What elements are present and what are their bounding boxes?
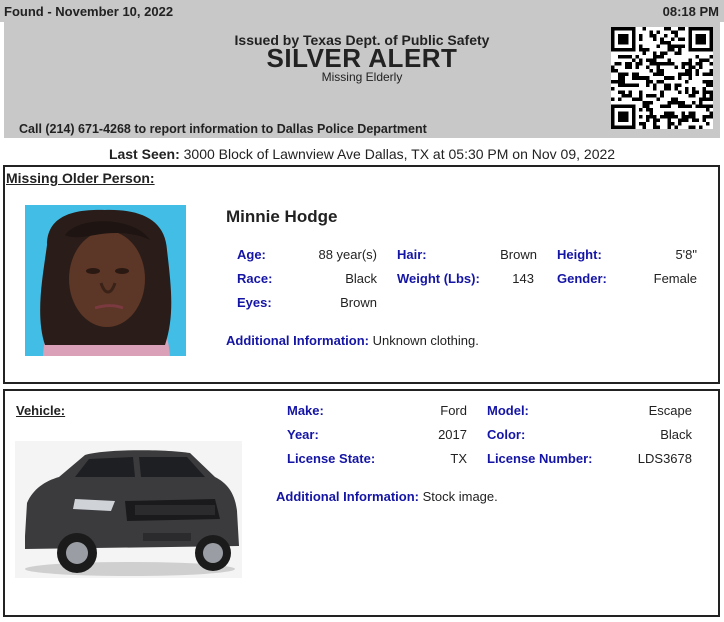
person-section-title: Missing Older Person:	[6, 170, 155, 186]
license-state-value: TX	[450, 451, 467, 466]
license-state-label: License State:	[287, 451, 376, 466]
vehicle-photo	[15, 441, 242, 578]
found-date: Found - November 10, 2022	[4, 4, 174, 19]
model-label: Model:	[487, 403, 529, 418]
make-value: Ford	[440, 403, 467, 418]
year-label: Year:	[287, 427, 319, 442]
person-name: Minnie Hodge	[226, 207, 338, 226]
vehicle-additional-text: Stock image.	[418, 489, 498, 504]
hair-label: Hair:	[397, 247, 427, 262]
color-value: Black	[660, 427, 692, 442]
vehicle-section-title: Vehicle:	[16, 403, 66, 418]
issued-by: Issued by Texas Dept. of Public Safety	[234, 32, 490, 48]
height-value: 5'8"	[675, 247, 697, 262]
weight-value: 143	[512, 271, 534, 286]
race-label: Race:	[237, 271, 273, 286]
call-line: Call (214) 671-4268 to report information to Dallas Police Department	[19, 122, 427, 136]
person-additional-label: Additional Information:	[226, 333, 369, 348]
last-seen-text: 3000 Block of Lawnview Ave Dallas, TX at 05:30 PM on Nov 09, 2022	[179, 146, 616, 162]
age-value: 88 year(s)	[318, 247, 377, 262]
model-value: Escape	[648, 403, 692, 418]
year-value: 2017	[438, 427, 467, 442]
vehicle-additional-label: Additional Information:	[276, 489, 419, 504]
found-time: 08:18 PM	[662, 4, 719, 19]
person-additional-text: Unknown clothing.	[368, 333, 479, 348]
height-label: Height:	[557, 247, 602, 262]
color-label: Color:	[487, 427, 526, 442]
make-label: Make:	[287, 403, 324, 418]
person-additional-info	[226, 333, 479, 348]
hair-value: Brown	[500, 247, 537, 262]
last-seen-label: Last Seen:	[108, 146, 180, 162]
license-number-label: License Number:	[487, 451, 593, 466]
license-number-value: LDS3678	[637, 451, 692, 466]
qr-code-icon[interactable]	[611, 27, 713, 129]
race-value: Black	[345, 271, 377, 286]
person-photo	[25, 205, 186, 356]
alert-subtitle: Missing Elderly	[321, 70, 403, 84]
eyes-value: Brown	[340, 295, 377, 310]
weight-label: Weight (Lbs):	[397, 271, 480, 286]
alert-title: SILVER ALERT	[266, 43, 458, 73]
vehicle-additional-info	[276, 489, 498, 504]
last-seen	[0, 146, 724, 162]
age-label: Age:	[237, 247, 266, 262]
gender-value: Female	[653, 271, 697, 286]
gender-label: Gender:	[557, 271, 607, 286]
eyes-label: Eyes:	[237, 295, 272, 310]
